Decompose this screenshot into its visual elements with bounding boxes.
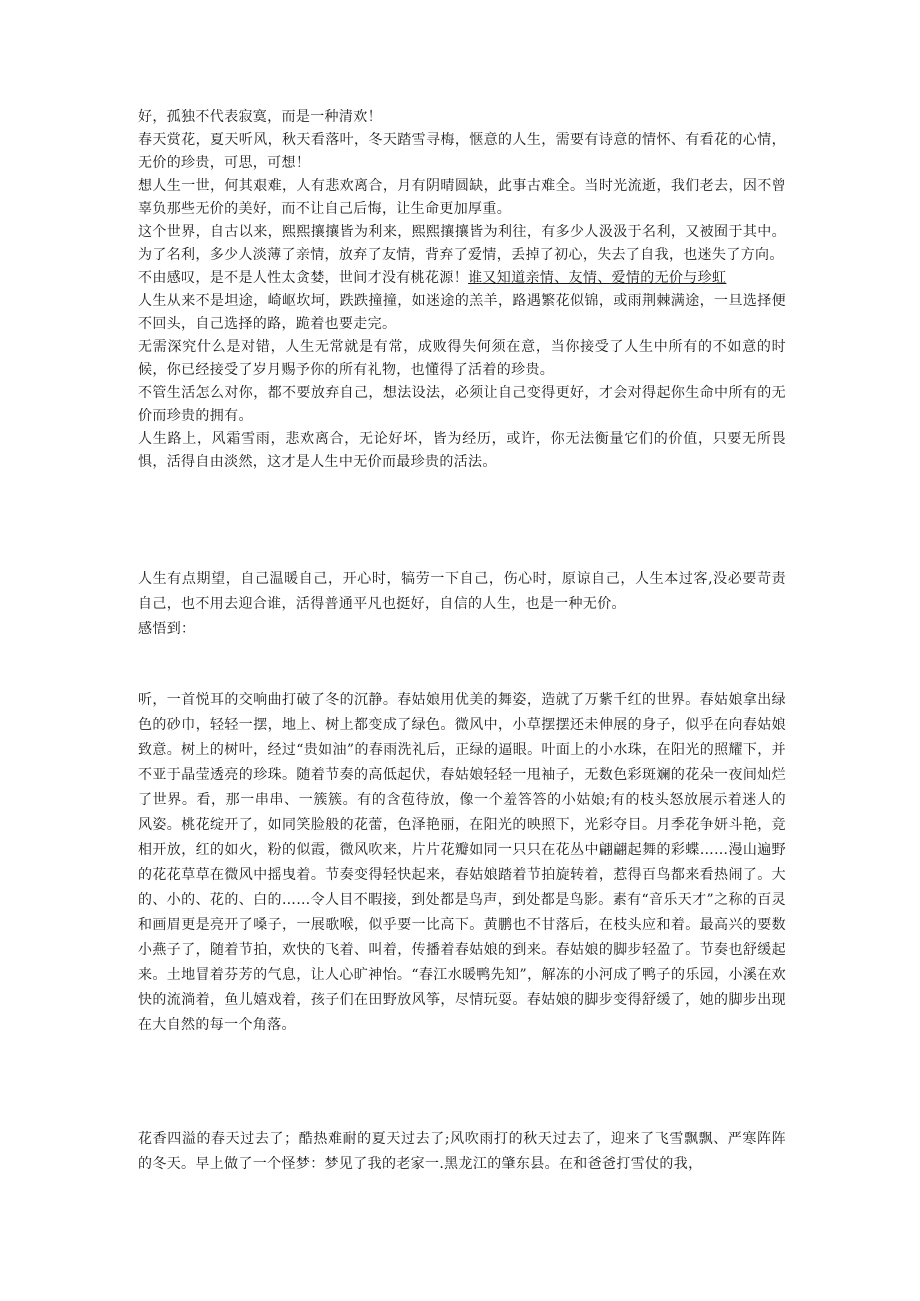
paragraph-heading: 感悟到： xyxy=(138,621,196,637)
paragraph: 听，一首悦耳的交响曲打破了冬的沉静。春姑娘用优美的舞姿，造就了万紫千红的世界。春姑娘拿出绿色的砂巾，轻轻一摆，地上、树上都变成了绿色。微风中，小草摆摆还未伸展的身子，似乎在向春姑娘致意。树上的树叶，经过“贵如油”的春雨洗礼后，正绿的逼眼。叶面上的小水珠，在阳光的照耀下，并不亚于晶莹透亮的珍珠。随着节奏的高低起伏，春姑娘轻轻一甩袖子，无数色彩斑斓的花朵一夜间灿烂了世界。看，那一串串、一簇簇。有的含苞待放，像一个羞答答的小姑娘;有的枝头怒放展示着迷人的风姿。桃花绽开了，如同笑脸般的花蕾，色泽艳丽，在阳光的映照下，光彩夺目。月季花争妍斗艳，竞相开放，红的如火，粉的似霞，微风吹来，片片花瓣如同一只只在花丛中翩翩起舞的彩蝶……漫山遍野的花花草草在微风中摇曳着。节奏变得轻快起来，春姑娘踏着节拍旋转着，惹得百鸟都来看热闹了。大的、小的、花的、白的……令人目不暇接，到处都是鸟声，到处都是鸟影。素有“音乐天才”之称的百灵和画眉更是亮开了嗓子，一展歌喉，似乎要一比高下。黄鹏也不甘落后，在枝头应和着。最高兴的要数小燕子了，随着节拍，欢快的飞着、叫着，传播着春姑娘的到来。春姑娘的脚步轻盈了。节奏也舒缓起来。土地冒着芬芳的气息，让人心旷神怡。“春江水暖鸭先知”，解冻的小河成了鸭子的乐园，小溪在欢快的流淌着，鱼儿嬉戏着，孩子们在田野放风筝，尽情玩耍。春姑娘的脚步变得舒缓了，她的脚步出现在大自然的每一个角落。 xyxy=(138,692,786,1033)
paragraph-text: 不由感叹，是不是人性太贪婪，世间才没有桃花源！ xyxy=(138,270,469,286)
paragraph: 好，孤独不代表寂寞，而是一种清欢！ xyxy=(138,109,382,125)
paragraph: 人生有点期望，自己温暖自己，开心时，犒劳一下自己，伤心时，原谅自己，人生本过客,没必要苛责自己，也不用去迎合谁，活得普通平凡也挺好，自信的人生，也是一种无价。 xyxy=(138,571,786,612)
paragraph: 春天赏花，夏天听风，秋天看落叶，冬天踏雪寻梅，惬意的人生，需要有诗意的情怀、有看花的心情，无价的珍贵，可思，可想！ xyxy=(138,132,786,171)
section-spring-essay xyxy=(138,688,786,1038)
section-winter-essay xyxy=(138,1127,786,1177)
paragraph: 这个世界，自古以来，熙熙攘攘皆为利来，熙熙攘攘皆为利往，有多少人汲汲于名利，又被囿于其中。为了名利，多少人淡薄了亲情，放弃了友情，背弃了爱情，丢掉了初心，失去了自我，也迷失了方向。 xyxy=(138,224,786,263)
underlined-link[interactable]: 谁又知道亲情、友情、爱情的无价与珍虹 xyxy=(468,270,727,286)
section-reflections xyxy=(138,106,786,474)
paragraph-with-link xyxy=(138,267,786,290)
paragraph: 人生从来不是坦途，崎岖坎坷，跌跌撞撞，如迷途的羔羊，路遇繁花似锦，或雨荆棘满途，一旦选择便不回头，自己选择的路，跪着也要走完。 xyxy=(138,293,786,332)
paragraph: 花香四溢的春天过去了；酷热难耐的夏天过去了;风吹雨打的秋天过去了，迎来了飞雪飘飘、严寒阵阵的冬天。早上做了一个怪梦：梦见了我的老家一.黑龙江的肇东县。在和爸爸打雪仗的我， xyxy=(138,1131,786,1172)
section-life-expectation xyxy=(138,567,786,642)
paragraph: 想人生一世，何其艰难，人有悲欢离合，月有阴晴圆缺，此事古难全。当时光流逝，我们老去，因不曾辜负那些无价的美好，而不让自己后悔，让生命更加厚重。 xyxy=(138,178,786,217)
paragraph: 不管生活怎么对你，都不要放弃自己，想法设法，必须让自己变得更好，才会对得起你生命中所有的无价而珍贵的拥有。 xyxy=(138,385,786,424)
paragraph: 无需深究什么是对错，人生无常就是有常，成败得失何须在意，当你接受了人生中所有的不如意的时候，你已经接受了岁月赐予你的所有礼物，也懂得了活着的珍贵。 xyxy=(138,339,786,378)
paragraph: 人生路上，风霜雪雨，悲欢离合，无论好坏，皆为经历，或许，你无法衡量它们的价值，只要无所畏惧，活得自由淡然，这才是人生中无价而最珍贵的活法。 xyxy=(138,431,786,470)
